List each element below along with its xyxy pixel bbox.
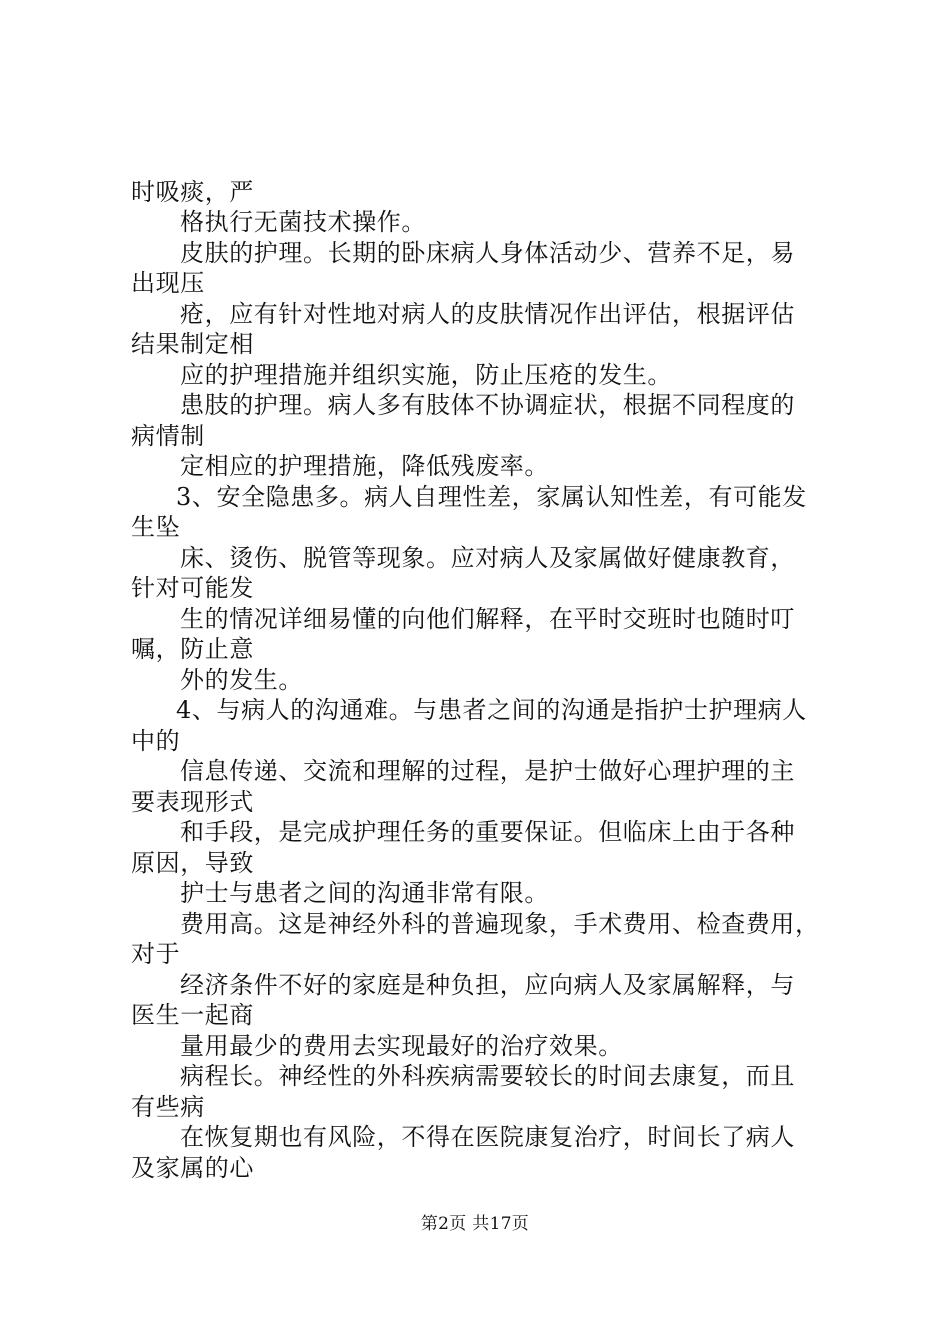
text-line: 经济条件不好的家庭是种负担，应向病人及家属解释，与 bbox=[180, 971, 795, 999]
text-line: 定相应的护理措施，降低残废率。 bbox=[180, 452, 549, 480]
text-line: 量用最少的费用去实现最好的治疗效果。 bbox=[180, 1032, 623, 1060]
text-line: 外的发生。 bbox=[180, 666, 303, 694]
text-line: 出现压 bbox=[131, 269, 205, 297]
text-line: 时吸痰，严 bbox=[131, 178, 254, 206]
text-line: 要表现形式 bbox=[131, 788, 254, 816]
text-line: 生坠 bbox=[131, 513, 181, 541]
text-line: 床、烫伤、脱管等现象。应对病人及家属做好健康教育， bbox=[180, 544, 795, 572]
text-line: 结果制定相 bbox=[131, 330, 254, 358]
text-line: 及家属的心 bbox=[131, 1154, 254, 1182]
text-line: 和手段，是完成护理任务的重要保证。但临床上由于各种 bbox=[180, 818, 795, 846]
text-line: 患肢的护理。病人多有肢体不协调症状，根据不同程度的 bbox=[180, 391, 795, 419]
text-line: 病程长。神经性的外科疾病需要较长的时间去康复，而且 bbox=[180, 1062, 795, 1090]
text-line: 医生一起商 bbox=[131, 1001, 254, 1029]
text-line: 4、与病人的沟通难。与患者之间的沟通是指护士护理病人 bbox=[176, 696, 807, 724]
text-line: 皮肤的护理。长期的卧床病人身体活动少、营养不足，易 bbox=[180, 239, 795, 267]
text-line: 嘱，防止意 bbox=[131, 635, 254, 663]
page-number-footer: 第2页 共17页 bbox=[420, 1214, 530, 1234]
text-line: 生的情况详细易懂的向他们解释，在平时交班时也随时叮 bbox=[180, 605, 795, 633]
text-line: 格执行无菌技术操作。 bbox=[180, 208, 426, 236]
text-line: 病情制 bbox=[131, 422, 205, 450]
text-line: 针对可能发 bbox=[131, 574, 254, 602]
text-line: 疮，应有针对性地对病人的皮肤情况作出评估，根据评估 bbox=[180, 300, 795, 328]
text-line: 应的护理措施并组织实施，防止压疮的发生。 bbox=[180, 361, 672, 389]
text-line: 信息传递、交流和理解的过程，是护士做好心理护理的主 bbox=[180, 757, 795, 785]
text-line: 费用高。这是神经外科的普遍现象，手术费用、检查费用， bbox=[180, 910, 820, 938]
text-line: 有些病 bbox=[131, 1093, 205, 1121]
text-line: 在恢复期也有风险，不得在医院康复治疗，时间长了病人 bbox=[180, 1123, 795, 1151]
text-line: 中的 bbox=[131, 727, 181, 755]
text-line: 原因，导致 bbox=[131, 849, 254, 877]
text-line: 对于 bbox=[131, 940, 181, 968]
text-line: 护士与患者之间的沟通非常有限。 bbox=[180, 879, 549, 907]
text-line: 3、安全隐患多。病人自理性差，家属认知性差，有可能发 bbox=[176, 483, 807, 511]
